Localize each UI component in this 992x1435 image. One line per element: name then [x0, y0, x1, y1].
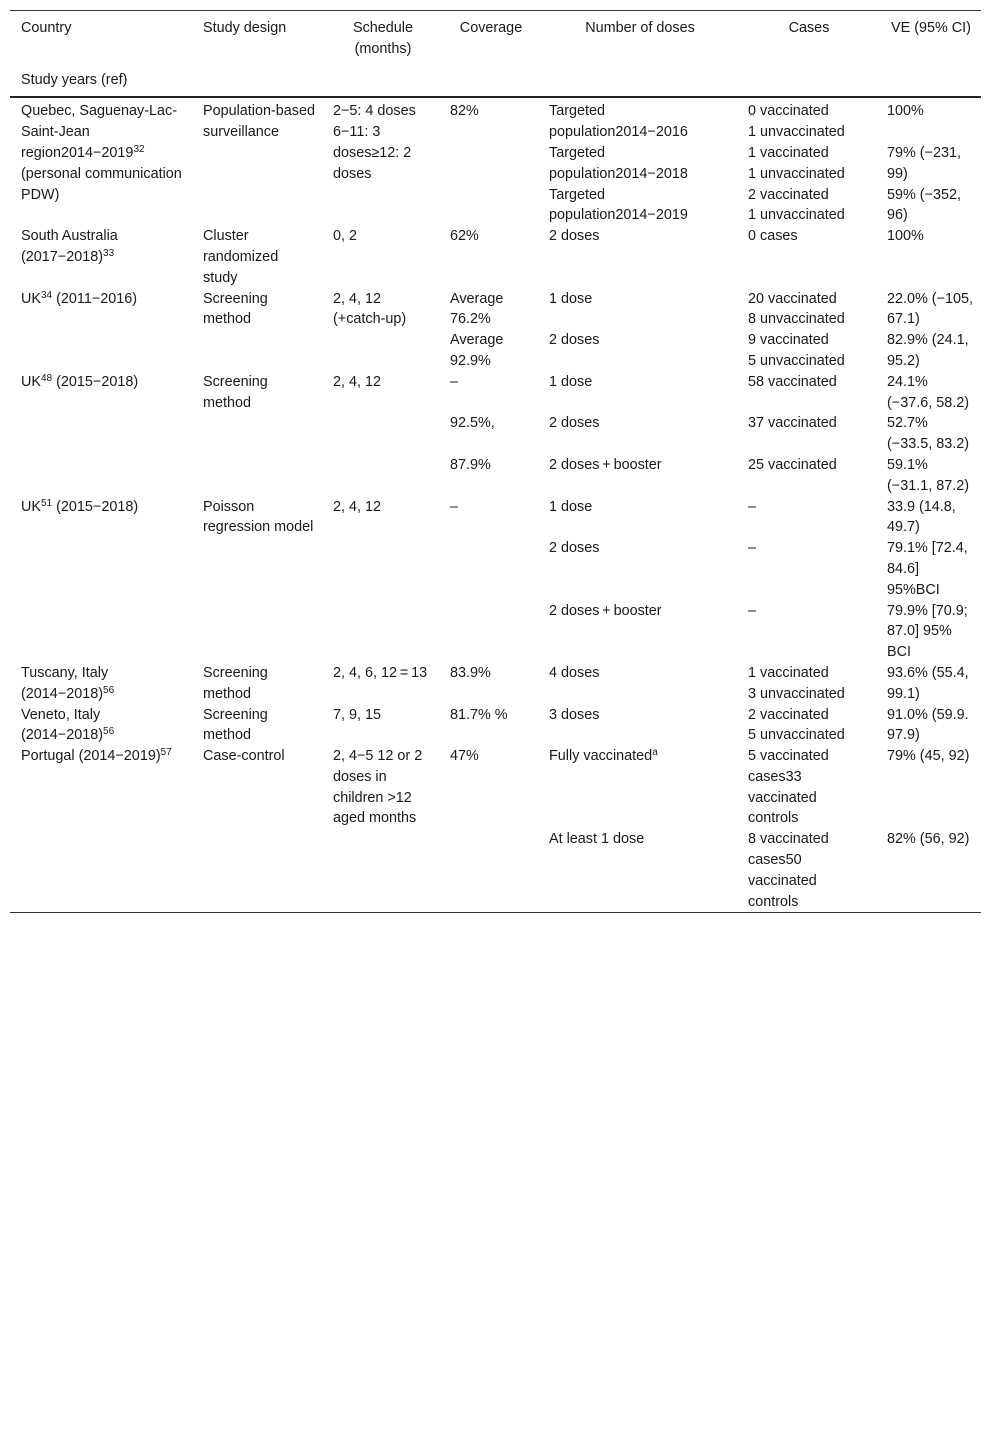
country-cell: Portugal $(2014-2019)^{57}$ [21, 747, 172, 765]
ve-cell: 24.1% (−37.6, 58.2) [887, 373, 970, 411]
header-row [10, 11, 981, 60]
country-cell: UK$^{34}$ (2011−2016) [21, 289, 138, 307]
ve-cell: 82% (56, 92) [887, 831, 970, 848]
header-ve: VE (95% CI) [891, 20, 971, 36]
doses-cell: Targeted population2014−2019 [549, 186, 688, 224]
header-study-years: Study years (ref) [10, 60, 192, 98]
ve-cell: 79% (−231, 99) [887, 144, 962, 182]
coverage-cell: – [450, 373, 459, 390]
header-number-of-doses: Number of doses [585, 20, 695, 36]
design-cell: Case-control [203, 748, 285, 765]
cases-cell: 9 vaccinated [748, 332, 829, 349]
cases-cell: 5 unvaccinated [748, 727, 845, 744]
ve-cell: 79.1% [72.4, 84.6] 95%BCI [887, 540, 968, 598]
coverage-cell: 62% [450, 228, 479, 245]
table-row [10, 663, 981, 684]
cases-cell: – [748, 498, 757, 515]
doses-cell: 2 doses [549, 228, 600, 245]
doses-cell: 3 doses [549, 706, 600, 723]
header-coverage: Coverage [459, 20, 523, 36]
cases-cell: 0 cases [748, 228, 798, 245]
cases-cell: 2 vaccinated [748, 706, 829, 723]
cases-cell: 2 vaccinated 1 unvaccinated [748, 186, 845, 224]
ve-cell: 33.9 (14.8, 49.7) [887, 498, 956, 536]
header-study-design: Study design [203, 20, 287, 36]
cases-cell: 1 vaccinated 1 unvaccinated [748, 144, 845, 182]
design-cell: Screening method [203, 664, 268, 702]
table-row [10, 97, 981, 143]
cases-cell: 37 vaccinated [748, 415, 837, 432]
coverage-cell: 83.9% [450, 664, 491, 681]
ve-cell: 100% [887, 103, 924, 120]
table-row [10, 372, 981, 414]
header-row-2 [10, 60, 981, 98]
coverage-cell: 92.5%, [450, 415, 495, 432]
doses-cell: 2 doses + booster [549, 456, 662, 473]
table-row [10, 226, 981, 288]
header-country: Country [21, 20, 72, 36]
cases-cell: 5 unvaccinated [748, 352, 845, 369]
ve-cell: 93.6% (55.4, 99.1) [887, 664, 969, 702]
doses-cell: 1 dose [549, 290, 593, 307]
ve-cell: 100% [887, 228, 924, 245]
country-cell: UK$^{48}$ (2015−2018) [21, 372, 139, 390]
coverage-cell: 82% [450, 103, 479, 120]
ve-cell: 59.1% (−31.1, 87.2) [887, 456, 970, 494]
header-cases: Cases [788, 20, 830, 36]
doses-cell: 2 doses [549, 415, 600, 432]
table-row [10, 705, 981, 726]
schedule-cell: 2−5: 4 doses 6−11: 3 doses≥12: 2 doses [333, 103, 416, 182]
cases-cell: 20 vaccinated [748, 290, 837, 307]
design-cell: Screening method [203, 290, 268, 328]
cases-cell: 5 vaccinated cases33 vaccinated controls [748, 748, 829, 827]
cases-cell: 8 unvaccinated [748, 311, 845, 328]
ve-cell: 22.0% (−105, 67.1) [887, 290, 974, 328]
doses-cell: 2 doses + booster [549, 602, 662, 619]
cases-cell: – [748, 602, 757, 619]
design-cell: Poisson regression model [203, 498, 314, 536]
doses-cell: 4 doses [549, 664, 600, 681]
design-cell: Screening method [203, 373, 268, 411]
cases-cell: 3 unvaccinated [748, 685, 845, 702]
country-cell: Veneto, Italy $(2014-2018)^{56}$ [21, 706, 115, 744]
country-cell: Quebec, Saguenay-Lac-Saint-Jean $region2014-2019^{32}$ (personal communication PDW) [21, 103, 182, 203]
cases-cell: 1 vaccinated [748, 664, 829, 681]
ve-cell: 79% (45, 92) [887, 748, 970, 765]
cases-cell: 0 vaccinated 1 unvaccinated [748, 103, 845, 141]
schedule-cell: 2, 4, 12 [333, 498, 382, 515]
table-row [10, 289, 981, 310]
table-row [10, 746, 981, 829]
design-cell: Screening method [203, 706, 268, 744]
vaccine-effectiveness-table [10, 10, 981, 913]
schedule-cell: 2, 4, 6, 12 = 13 [333, 664, 428, 681]
table-row [10, 497, 981, 539]
doses-cell: Targeted population2014−2016 [549, 103, 688, 141]
coverage-cell: 47% [450, 748, 479, 765]
doses-cell: 2 doses [549, 332, 600, 349]
ve-cell: 91.0% (59.9. 97.9) [887, 706, 969, 744]
schedule-cell: 2, 4, 12 (+catch-up) [333, 290, 407, 328]
ve-cell: 82.9% (24.1, 95.2) [887, 332, 969, 369]
header-schedule: Schedule (months) [352, 20, 413, 57]
coverage-cell: 81.7% % [450, 706, 508, 723]
doses-cell: Targeted population2014−2018 [549, 144, 688, 182]
coverage-cell: – [450, 498, 459, 515]
coverage-cell: 87.9% [450, 456, 491, 473]
doses-cell: 1 dose [549, 498, 593, 515]
coverage-cell: Average 76.2% [450, 290, 504, 328]
ve-cell: 59% (−352, 96) [887, 186, 962, 224]
doses-cell: 2 doses [549, 540, 600, 557]
doses-cell: At least 1 dose [549, 831, 645, 848]
schedule-cell: 7, 9, 15 [333, 706, 382, 723]
cases-cell: 58 vaccinated [748, 373, 837, 390]
schedule-cell: 2, 4, 12 [333, 373, 382, 390]
design-cell: Cluster randomized study [203, 228, 279, 286]
cases-cell: 25 vaccinated [748, 456, 837, 473]
schedule-cell: 2, 4−5 12 or 2 doses in children >12 aged months [333, 748, 423, 827]
country-cell: UK$^{51}$ (2015−2018) [21, 497, 139, 515]
ve-cell: 52.7% (−33.5, 83.2) [887, 415, 970, 453]
schedule-cell: 0, 2 [333, 228, 358, 245]
cases-cell: – [748, 540, 757, 557]
ve-cell: 79.9% [70.9; 87.0] 95% BCI [887, 602, 968, 661]
doses-cell: 1 dose [549, 373, 593, 390]
design-cell: Population-based surveillance [203, 103, 316, 141]
country-cell: Tuscany, Italy $(2014-2018)^{56}$ [21, 664, 115, 702]
country-cell: South Australia $(2017-2018)^{33}$ [21, 228, 118, 265]
coverage-cell: Average 92.9% [450, 332, 504, 369]
doses-cell: Fully vaccinated$^a$ [549, 747, 658, 765]
cases-cell: 8 vaccinated cases50 vaccinated controls [748, 831, 829, 910]
